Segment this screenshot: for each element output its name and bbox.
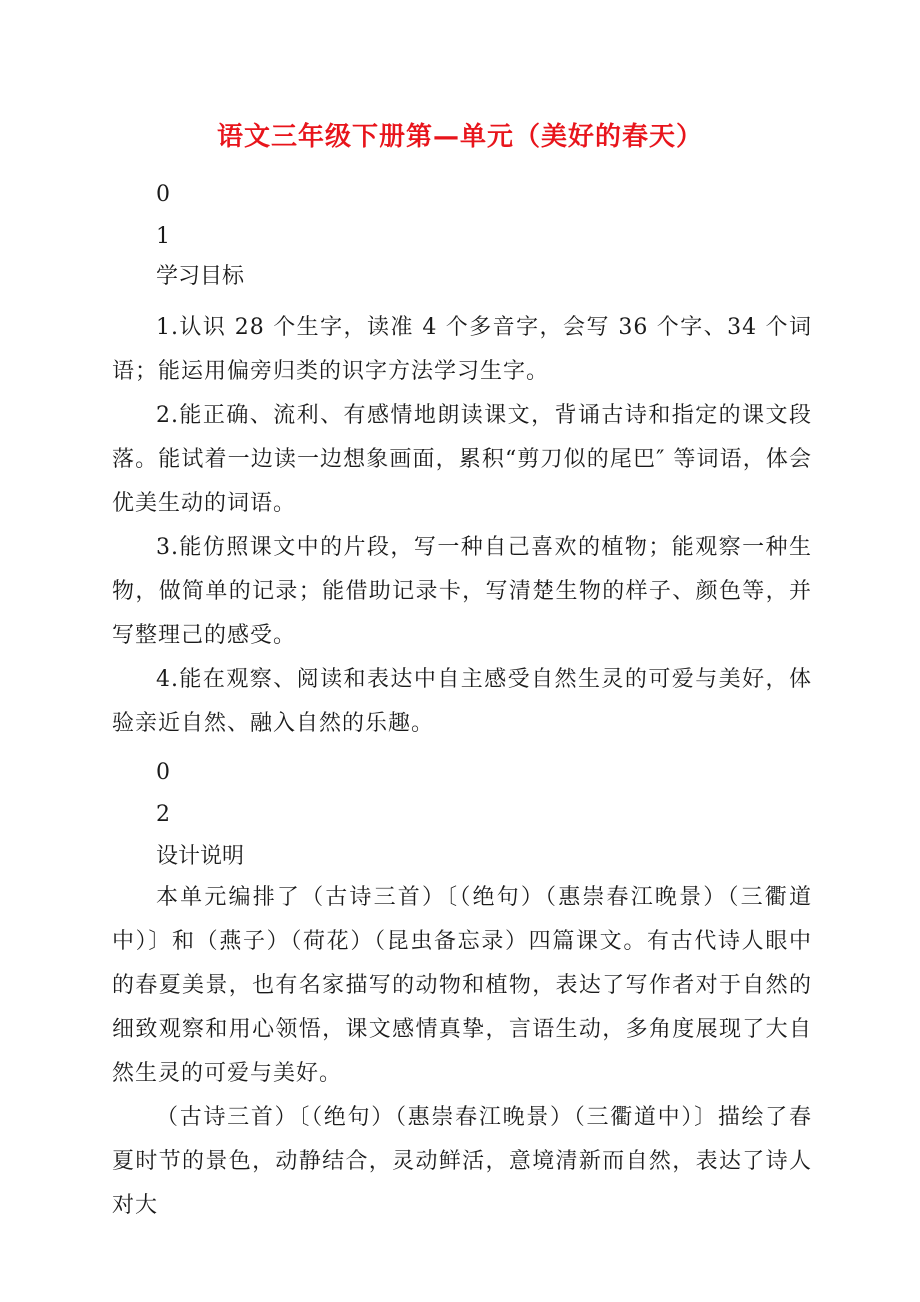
goal-item: 2.能正确、流利、有感情地朗读课文，背诵古诗和指定的课文段落。能试着一边读一边想象画面，累积“剪刀似的尾巴″ 等词语，体会优美生动的词语。 [112, 403, 812, 516]
goal-item: 4.能在观察、阅读和表达中自主感受自然生灵的可爱与美好，体验亲近自然、融入自然的乐趣。 [112, 667, 812, 736]
design-paragraph: （古诗三首）〔（绝句）（惠崇春江晚景）（三衢道中）〕描绘了春夏时节的景色，动静结合，灵动鲜活，意境清新而自然，表达了诗人对大 [112, 1105, 812, 1218]
design-paragraph: 本单元编排了（古诗三首）〔（绝句）（惠崇春江晚景）（三衢道中）〕和（燕子）（荷花）（昆虫备忘录）四篇课文。有古代诗人眼中的春夏美景，也有名家描写的动物和植物，表达了写作者对于自然的细致观察和用心领悟，课文感情真挚，言语生动，多角度展现了大自然生灵的可爱与美好。 [112, 885, 812, 1086]
section-number-digit: 2 [156, 802, 170, 827]
section-heading-goals: 学习目标 [156, 264, 245, 289]
section-number-digit: 0 [156, 182, 170, 207]
document-title: 语文三年级下册第—单元（美好的春天） [216, 122, 703, 152]
goal-item: 3.能仿照课文中的片段，写一种自己喜欢的植物；能观察一种生物，做简单的记录；能借助记录卡，写清楚生物的样子、颜色等，并写整理己的感受。 [112, 535, 812, 648]
section-number-digit: 0 [156, 760, 170, 785]
section-heading-design: 设计说明 [156, 844, 245, 869]
section-number-digit: 1 [156, 224, 170, 249]
goal-item: 1.认识 28 个生字，读准 4 个多音字，会写 36 个字、34 个词语；能运用偏旁归类的识字方法学习生字。 [112, 315, 812, 384]
